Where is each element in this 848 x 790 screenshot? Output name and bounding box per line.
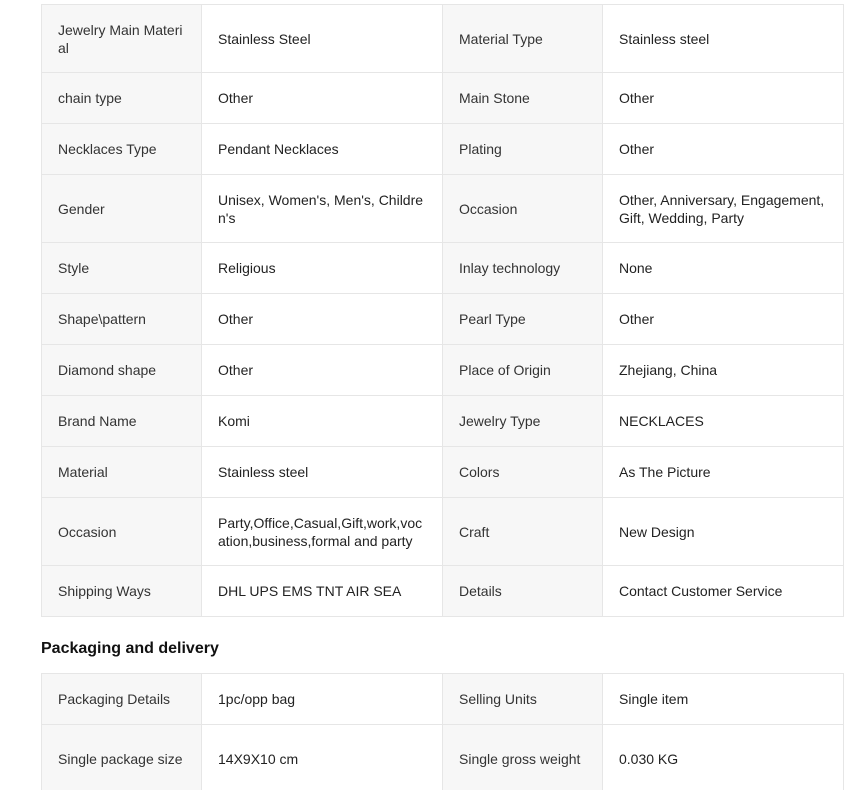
attribute-key: Necklaces Type (42, 124, 202, 175)
attribute-key: chain type (42, 73, 202, 124)
attribute-key: Single package size (42, 725, 202, 790)
attribute-key: Diamond shape (42, 345, 202, 396)
attribute-value: Unisex, Women's, Men's, Children's (202, 175, 443, 243)
attribute-value: None (603, 243, 844, 294)
table-row (42, 396, 844, 447)
attribute-key: Brand Name (42, 396, 202, 447)
attribute-value: Pendant Necklaces (202, 124, 443, 175)
packaging-table (41, 673, 844, 790)
table-row (42, 124, 844, 175)
attribute-value: Other (202, 345, 443, 396)
attribute-key: Craft (443, 498, 603, 566)
attribute-value: Party,Office,Casual,Gift,work,vocation,business,formal and party (202, 498, 443, 566)
table-row (42, 243, 844, 294)
attribute-value: Other, Anniversary, Engagement, Gift, Wedding, Party (603, 175, 844, 243)
attribute-value: As The Picture (603, 447, 844, 498)
attribute-key: Colors (443, 447, 603, 498)
attribute-key: Occasion (443, 175, 603, 243)
table-row (42, 345, 844, 396)
attribute-key: Jewelry Main Material (42, 5, 202, 73)
packaging-section-title: Packaging and delivery (41, 640, 219, 657)
attribute-key: Material Type (443, 5, 603, 73)
attribute-value: DHL UPS EMS TNT AIR SEA (202, 566, 443, 617)
attribute-key: Style (42, 243, 202, 294)
table-row (42, 447, 844, 498)
attribute-value: 14X9X10 cm (202, 725, 443, 790)
attribute-value: Other (603, 294, 844, 345)
attribute-key: Packaging Details (42, 674, 202, 725)
attribute-key: Shipping Ways (42, 566, 202, 617)
attribute-key: Selling Units (443, 674, 603, 725)
attribute-key: Gender (42, 175, 202, 243)
attribute-key: Pearl Type (443, 294, 603, 345)
attribute-key: Main Stone (443, 73, 603, 124)
attribute-value: 1pc/opp bag (202, 674, 443, 725)
attribute-value: Zhejiang, China (603, 345, 844, 396)
table-row (42, 5, 844, 73)
attribute-value: Komi (202, 396, 443, 447)
attribute-value: Stainless steel (603, 5, 844, 73)
attribute-key: Material (42, 447, 202, 498)
attribute-value: Other (202, 73, 443, 124)
attribute-value: Contact Customer Service (603, 566, 844, 617)
attribute-value: Religious (202, 243, 443, 294)
attribute-value: 0.030 KG (603, 725, 844, 790)
key-attributes-table (41, 4, 844, 617)
attribute-value: Single item (603, 674, 844, 725)
table-row (42, 73, 844, 124)
table-row (42, 566, 844, 617)
attribute-value: New Design (603, 498, 844, 566)
attribute-value: Other (202, 294, 443, 345)
attribute-value: Other (603, 124, 844, 175)
table-row (42, 498, 844, 566)
table-row (42, 175, 844, 243)
table-row (42, 294, 844, 345)
attribute-value: Stainless Steel (202, 5, 443, 73)
attribute-value: Stainless steel (202, 447, 443, 498)
attribute-key: Occasion (42, 498, 202, 566)
table-row (42, 674, 844, 725)
attribute-key: Jewelry Type (443, 396, 603, 447)
attribute-value: NECKLACES (603, 396, 844, 447)
table-row (42, 725, 844, 790)
attribute-value: Other (603, 73, 844, 124)
attribute-key: Details (443, 566, 603, 617)
attribute-key: Inlay technology (443, 243, 603, 294)
attribute-key: Place of Origin (443, 345, 603, 396)
attribute-key: Single gross weight (443, 725, 603, 790)
attribute-key: Shape\pattern (42, 294, 202, 345)
attribute-key: Plating (443, 124, 603, 175)
